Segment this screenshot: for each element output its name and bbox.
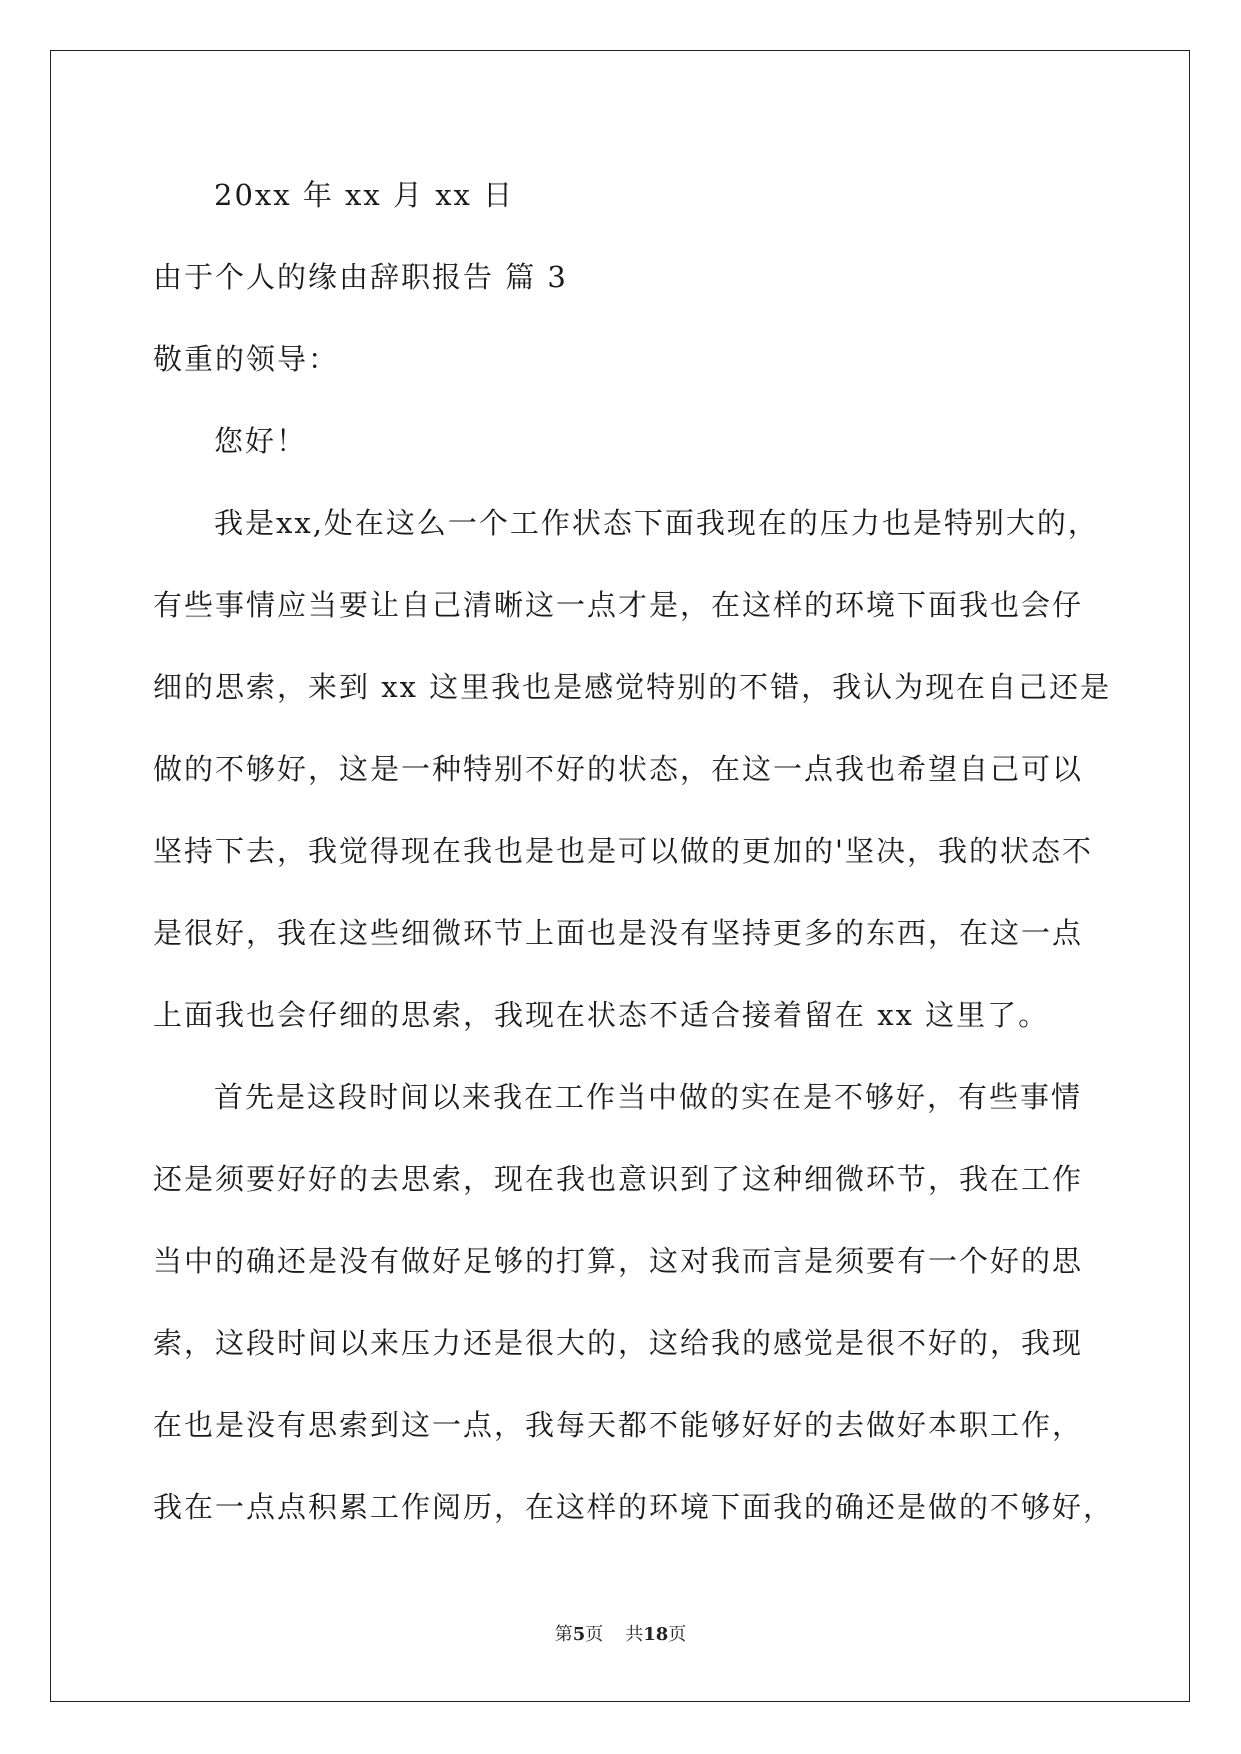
paragraph-line: 坚持下去，我觉得现在我也是也是可以做的更加的'坚决，我的状态不 (153, 834, 1093, 868)
total-pages: 18 (643, 1624, 669, 1645)
paragraph-line: 我是xx,处在这么一个工作状态下面我现在的压力也是特别大的， (214, 506, 1099, 540)
page-suffix: 页 (585, 1624, 604, 1645)
paragraph-line: 细的思索，来到 xx 这里我也是感觉特别的不错，我认为现在自己还是 (153, 670, 1112, 704)
paragraph-line: 首先是这段时间以来我在工作当中做的实在是不够好，有些事情 (214, 1080, 1083, 1114)
paragraph-line: 当中的确还是没有做好足够的打算，这对我而言是须要有一个好的思 (153, 1244, 1084, 1278)
paragraph-line: 我在一点点积累工作阅历，在这样的环境下面我的确还是做的不够好， (153, 1490, 1115, 1524)
page-footer (0, 1620, 1241, 1646)
salutation: 敬重的领导： (153, 342, 340, 376)
paragraph-line: 做的不够好，这是一种特别不好的状态，在这一点我也希望自己可以 (153, 752, 1084, 786)
total-suffix: 页 (668, 1624, 687, 1645)
paragraph-line: 索，这段时间以来压力还是很大的，这给我的感觉是很不好的，我现 (153, 1326, 1084, 1360)
paragraph-line: 是很好，我在这些细微环节上面也是没有坚持更多的东西，在这一点 (153, 916, 1084, 950)
page-number: 5 (572, 1624, 586, 1645)
paragraph-line: 在也是没有思索到这一点，我每天都不能够好好的去做好本职工作， (153, 1408, 1084, 1442)
total-prefix: 共 (625, 1624, 644, 1645)
section-title: 由于个人的缘由辞职报告 篇 3 (153, 260, 568, 294)
date-line: 20xx 年 xx 月 xx 日 (214, 178, 515, 212)
greeting: 您好！ (214, 424, 308, 458)
page-prefix: 第 (554, 1624, 573, 1645)
paragraph-line: 有些事情应当要让自己清晰这一点才是，在这样的环境下面我也会仔 (153, 588, 1084, 622)
paragraph-line: 上面我也会仔细的思索，我现在状态不适合接着留在 xx 这里了。 (153, 998, 1050, 1032)
paragraph-line: 还是须要好好的去思索，现在我也意识到了这种细微环节，我在工作 (153, 1162, 1084, 1196)
document-body (153, 166, 1115, 1560)
